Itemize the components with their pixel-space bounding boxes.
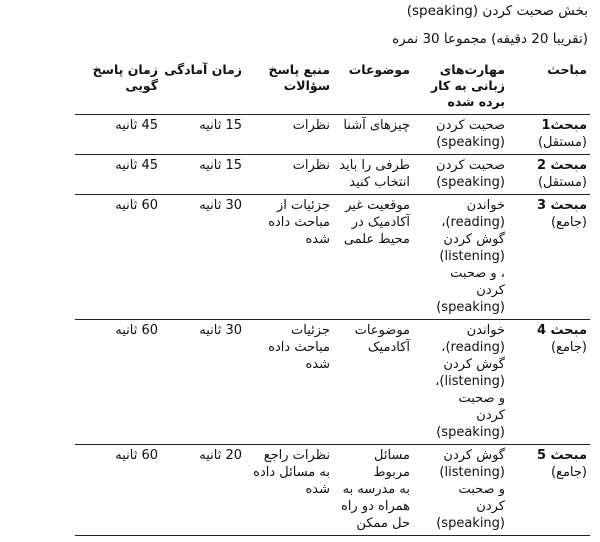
- cell-prep-time: 15 ثانیه: [199, 158, 242, 173]
- topics-text: موضوعات آکادمیک: [354, 323, 410, 355]
- skills-text: صحبت کردن (speaking): [436, 158, 505, 190]
- cell-skills: [413, 320, 508, 445]
- cell-source: [245, 155, 333, 195]
- topics-text: مسائل مربوط به مدرسه به همراه دو راه حل ممکن: [341, 448, 410, 531]
- header-section: مباحث: [547, 62, 587, 77]
- source-text: نظرات: [292, 158, 330, 173]
- section-type: (جامع): [550, 215, 587, 230]
- header-topics: موضوعات: [348, 62, 410, 77]
- header-skills: مهارت‌های زبانی به کار برده شده: [430, 62, 505, 109]
- skills-text: خواندن (reading)، گوش کردن (listening)، و صحبت کردن (speaking): [435, 323, 505, 440]
- table-row: [75, 195, 590, 320]
- cell-response-time: 60 ثانیه: [115, 448, 158, 463]
- cell-topics: [333, 320, 413, 445]
- table-row: [75, 155, 590, 195]
- cell-response-time: 60 ثانیه: [115, 198, 158, 213]
- cell-skills: [413, 115, 508, 155]
- section-type: (جامع): [550, 340, 587, 355]
- section-type: (مستقل): [537, 175, 587, 190]
- source-text: جزئیات از مباحث داده شده: [268, 198, 330, 247]
- cell-section: [508, 195, 590, 320]
- cell-prep-time: 15 ثانیه: [199, 118, 242, 133]
- topics-text: طرفی را باید انتخاب کنید: [339, 158, 410, 190]
- cell-topics: [333, 155, 413, 195]
- skills-text: خواندن (reading)، گوش کردن (listening) ، و صحبت کردن (speaking): [436, 198, 505, 315]
- section-name: مبحث 4: [536, 323, 587, 338]
- skills-text: گوش کردن (listening) و صحبت کردن (speaking): [436, 448, 505, 531]
- cell-skills: [413, 445, 508, 536]
- cell-skills: [413, 155, 508, 195]
- table-row: [75, 320, 590, 445]
- section-name: مبحث 3: [536, 198, 587, 213]
- section-name: مبحث 5: [536, 448, 587, 463]
- cell-source: [245, 445, 333, 536]
- header-response-time: زمان پاسخ گویی: [92, 62, 158, 93]
- topics-text: چیزهای آشنا: [343, 118, 410, 133]
- page-subheading: (تقریبا 20 دقیقه) مجموعا 30 نمره: [392, 31, 588, 47]
- cell-source: [245, 195, 333, 320]
- section-name: مبحث 2: [536, 158, 587, 173]
- cell-response-time: 45 ثانیه: [115, 118, 158, 133]
- section-type: (جامع): [550, 465, 587, 480]
- cell-source: [245, 320, 333, 445]
- table-row: [75, 115, 590, 155]
- cell-prep-time: 20 ثانیه: [199, 448, 242, 463]
- cell-prep-time: 30 ثانیه: [199, 323, 242, 338]
- cell-topics: [333, 115, 413, 155]
- table-header-row: [75, 60, 590, 115]
- page-heading: بخش صحبت کردن (speaking): [406, 3, 588, 19]
- cell-topics: [333, 195, 413, 320]
- cell-section: [508, 155, 590, 195]
- cell-skills: [413, 195, 508, 320]
- section-name: مبحث1: [541, 118, 587, 133]
- source-text: نظرات: [292, 118, 330, 133]
- section-type: (مستقل): [537, 135, 587, 150]
- skills-text: صحبت کردن (speaking): [436, 118, 505, 150]
- cell-section: [508, 115, 590, 155]
- source-text: نظرات راجع به مسائل داده شده: [253, 448, 330, 497]
- header-prep-time: زمان آمادگی: [164, 62, 242, 77]
- cell-response-time: 60 ثانیه: [115, 323, 158, 338]
- cell-source: [245, 115, 333, 155]
- cell-section: [508, 445, 590, 536]
- table-row: [75, 445, 590, 536]
- source-text: جزئیات مباحث داده شده: [268, 323, 330, 372]
- cell-topics: [333, 445, 413, 536]
- speaking-sections-table: [75, 60, 590, 536]
- topics-text: موقعیت غیر آکادمیک در محیط علمی: [343, 198, 410, 247]
- cell-response-time: 45 ثانیه: [115, 158, 158, 173]
- cell-prep-time: 30 ثانیه: [199, 198, 242, 213]
- header-source: منبع پاسخ سؤالات: [268, 62, 330, 93]
- cell-section: [508, 320, 590, 445]
